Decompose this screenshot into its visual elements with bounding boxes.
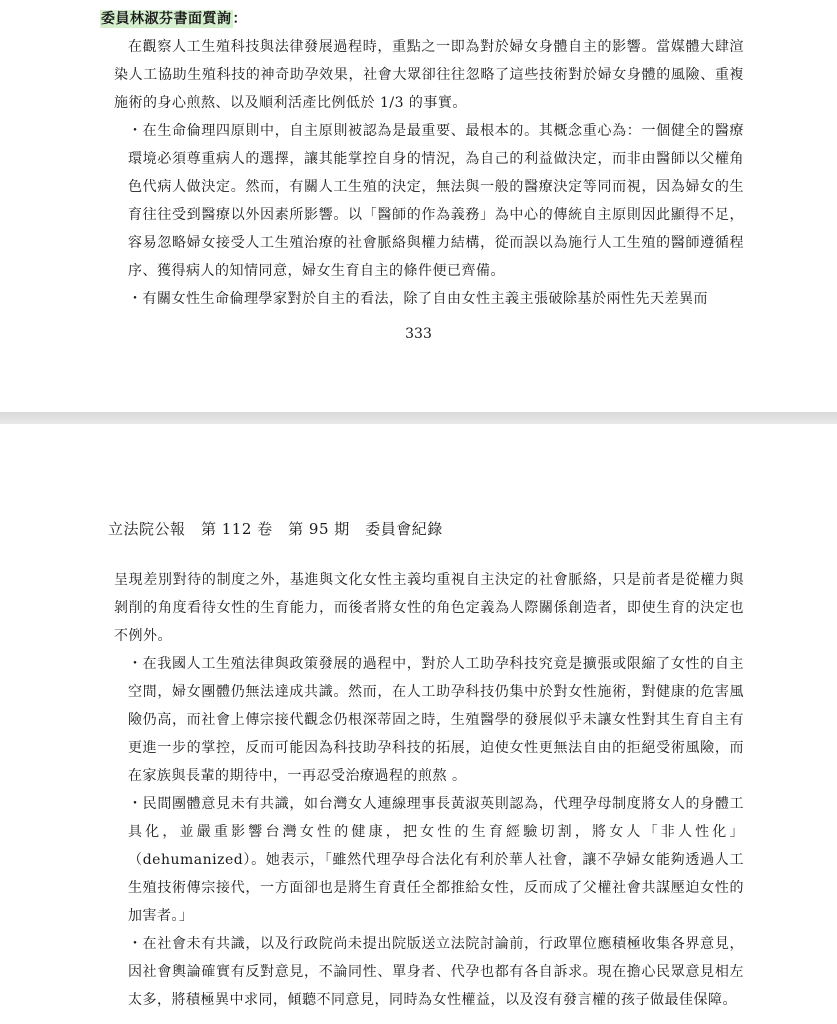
document-page-next <box>0 424 837 1024</box>
body-paragraph: 在觀察人工生殖科技與法律發展過程時，重點之一即為對於婦女身體自主的影響。當媒體大肆渲染人工協助生殖科技的神奇助孕效果，社會大眾卻往往忽略了這些技術對於婦女身體的風險、重複施術的身心煎熬、以及順利活產比例低於 1/3 的事實。 <box>114 39 744 111</box>
heading-colon: ： <box>232 11 247 27</box>
body-paragraph: ・在生命倫理四原則中，自主原則被認為是最重要、最根本的。其概念重心為：一個健全的醫療環境必須尊重病人的選擇，讓其能掌控自身的情況，為自己的利益做決定，而非由醫師以父權角色代病人做決定。然而，有關人工生殖的決定，無法與一般的醫療決定等同而視，因為婦女的生育往往受到醫療以外因素所影響。以「醫師的作為義務」為中心的傳統自主原則因此顯得不足，容易忽略婦女接受人工生殖治療的社會脈絡與權力結構，從而誤以為施行人工生殖的醫師遵循程序、獲得病人的知情同意，婦女生育自主的條件便已齊備。 <box>128 123 744 279</box>
body-paragraph: ・在我國人工生殖法律與政策發展的過程中，對於人工助孕科技究竟是擴張或限縮了女性的自主空間，婦女團體仍無法達成共識。然而，在人工助孕科技仍集中於對女性施術，對健康的危害風險仍高，而社會上傳宗接代觀念仍根深蒂固之時，生殖醫學的發展似乎未讓女性對其生育自主有更進一步的掌控，反而可能因為科技助孕科技的拓展，迫使女性更無法自由的拒絕受術風險，而在家族與長輩的期待中，一再忍受治療過程的煎熬 。 <box>128 656 744 784</box>
bottom-page-body <box>114 566 744 1014</box>
page-separator <box>0 412 837 424</box>
page-number: 333 <box>405 326 432 342</box>
document-page-333 <box>0 0 837 412</box>
body-paragraph: 呈現差別對待的制度之外，基進與文化女性主義均重視自主決定的社會脈絡，只是前者是從權力與剝削的角度看待女性的生育能力，而後者將女性的角色定義為人際關係創造者，即使生育的決定也不例外。 <box>114 572 744 644</box>
body-paragraph: ・在社會未有共識，以及行政院尚未提出院版送立法院討論前，行政單位應積極收集各界意見，因社會輿論確實有反對意見，不論同性、單身者、代孕也都有各自訴求。現在擔心民眾意見相左太多，將積極異中求同，傾聽不同意見，同時為女性權益，以及沒有發言權的孩子做最佳保障。 <box>128 936 744 1008</box>
body-paragraph: ・民間團體意見未有共識，如台灣女人連線理事長黃淑英則認為，代理孕母制度將女人的身體工具化，並嚴重影響台灣女性的健康，把女性的生育經驗切割，將女人「非人性化」（dehumanized）。她表示，「雖然代理孕母合法化有利於華人社會，讓不孕婦女能夠透過人工生殖技術傳宗接代，一方面卻也是將生育責任全都推給女性，反而成了父權社會共謀壓迫女性的加害者。」 <box>128 796 744 924</box>
question-heading <box>100 8 247 28</box>
top-page-body <box>114 33 744 313</box>
running-header: 立法院公報 第 112 卷 第 95 期 委員會紀錄 <box>108 520 443 538</box>
highlighted-heading-text: 委員林淑芬書面質詢 <box>101 11 232 27</box>
body-paragraph: ・有關女性生命倫理學家對於自主的看法，除了自由女性主義主張破除基於兩性先天差異而 <box>128 291 708 307</box>
